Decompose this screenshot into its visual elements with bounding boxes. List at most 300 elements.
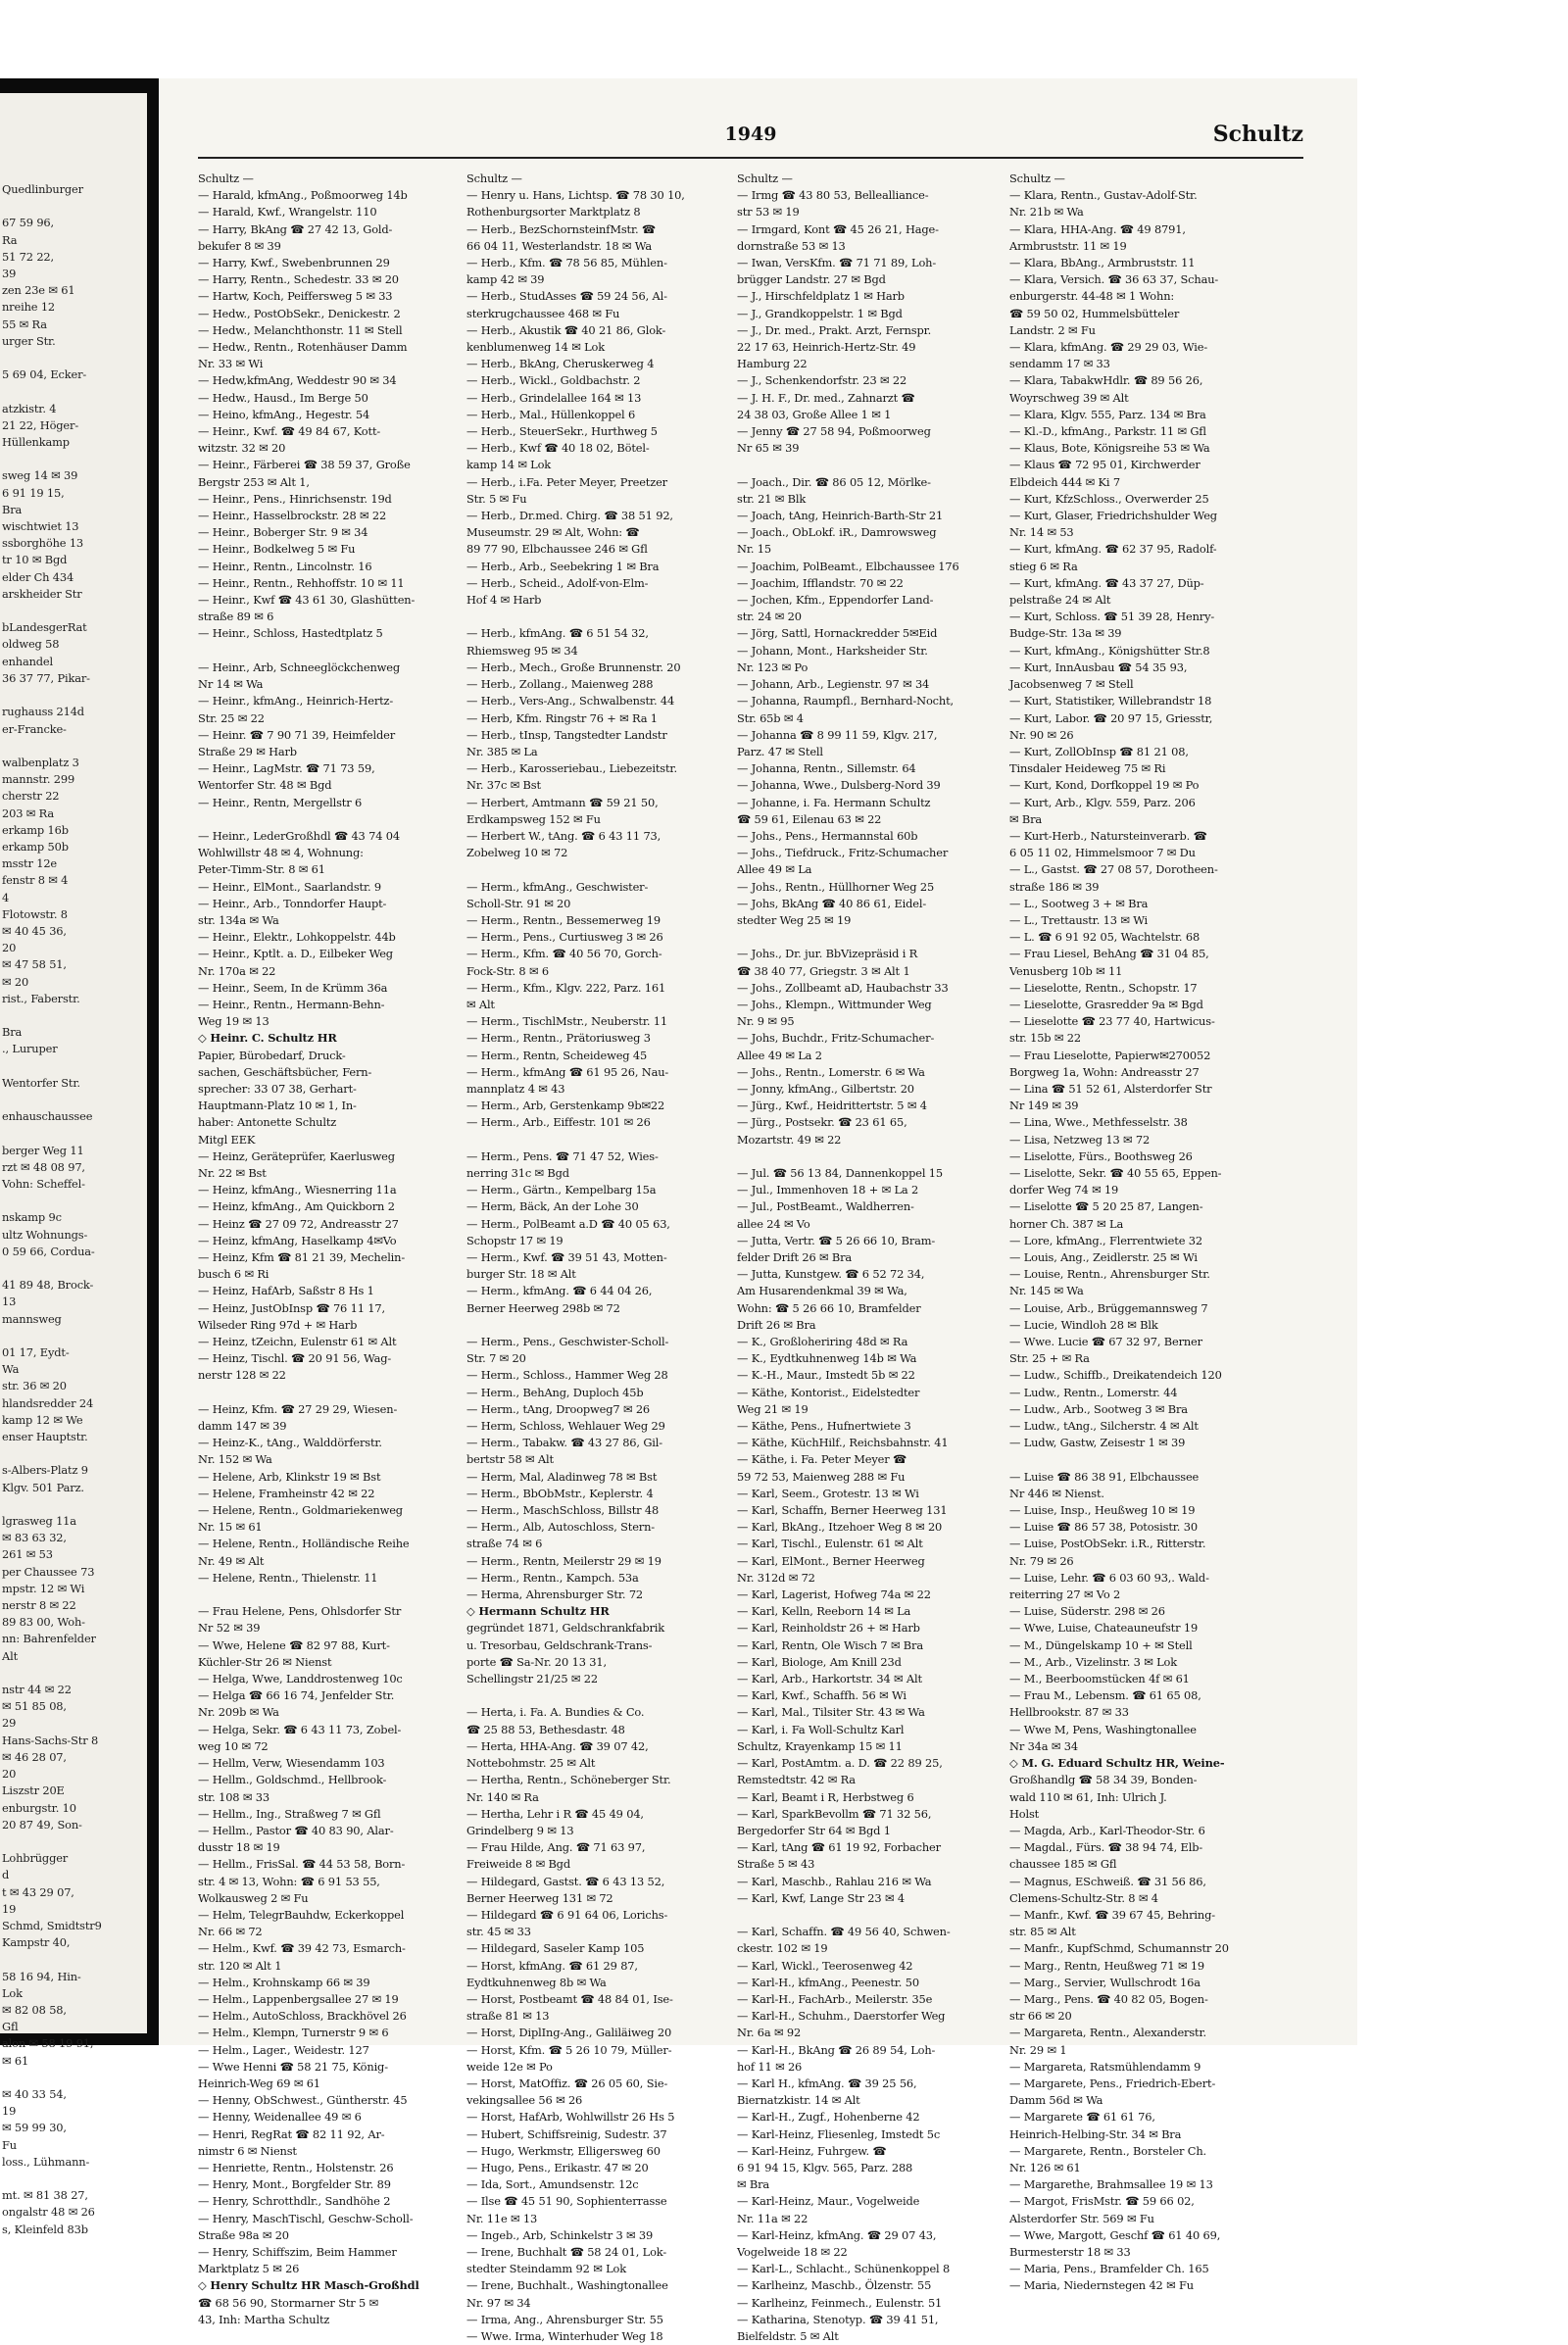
left-page-line: Fu [2,2137,17,2152]
left-page-line: rzt ✉ 48 08 97, [2,1159,85,1174]
directory-entry-line: — Kurt, Glaser, Friedrichshulder Weg [1009,509,1217,523]
left-page-line: Hans-Sachs-Str 8 [2,1733,99,1747]
directory-entry-line: Biernatzkistr. 14 ✉ Alt [737,2093,860,2108]
directory-entry-line: — Lina ☎ 51 52 61, Alsterdorfer Str [1009,1081,1212,1096]
directory-entry-line: Nr 446 ✉ Nienst. [1009,1486,1104,1500]
directory-entry-line: Marktplatz 5 ✉ 26 [198,2262,300,2276]
directory-entry-line: Nr. 15 [737,542,771,557]
directory-entry-line: Nr. 14 ✉ 53 [1009,525,1074,540]
directory-entry-line: — Manfr., Kwf. ☎ 39 67 45, Behring- [1009,1907,1215,1922]
directory-entry-line: — Frau Helene, Pens, Ohlsdorfer Str [198,1604,402,1619]
directory-entry-line: — Louis, Ang., Zeidlerstr. 25 ✉ Wi [1009,1250,1198,1264]
directory-entry-line: — Karl, SparkBevollm ☎ 71 32 56, [737,1806,932,1821]
directory-entry-line: Rothenburgsorter Marktplatz 8 [466,205,641,220]
directory-entry-line: Nr. 90 ✉ 26 [1009,727,1074,742]
directory-entry-line: — Heinr., Rentn., Rehhoffstr. 10 ✉ 11 [198,575,405,590]
directory-entry-line: Nr. 145 ✉ Wa [1009,1284,1084,1298]
directory-entry-line: — Kurt, Arb., Klgv. 559, Parz. 206 [1009,795,1196,809]
directory-entry-line: — Heinz, Tischl. ☎ 20 91 56, Wag- [198,1351,392,1366]
directory-entry-line: — Heinr., Färberei ☎ 38 59 37, Große [198,458,411,472]
directory-entry-line: — Hugo, Werkmstr, Elligersweg 60 [466,2143,661,2158]
directory-entry-line: Weg 21 ✉ 19 [737,1401,808,1416]
directory-entry-line: Holst [1009,1806,1040,1821]
directory-entry-line: — Heinz, tZeichn, Eulenstr 61 ✉ Alt [198,1335,397,1349]
directory-entry-line: — Hertha, Rentn., Schöneberger Str. [466,1773,671,1787]
left-page-line: Vohn: Scheffel- [2,1176,85,1191]
directory-entry-line: — Irma, Ang., Ahrensburger Str. 55 [466,2312,663,2326]
left-page-line: arskheider Str [2,586,82,601]
directory-entry-line: Wolkausweg 2 ✉ Fu [198,1890,309,1905]
directory-entry-line [198,1385,458,1401]
directory-entry-line: — Harald, Kwf., Wrangelstr. 110 [198,205,377,220]
directory-entry-line: — Herbert, Amtmann ☎ 59 21 50, [466,795,659,809]
left-page-line: 19 [2,1901,17,1916]
directory-entry-line: str. 15b ✉ 22 [1009,1031,1081,1046]
left-page-line: 21 22, Höger- [2,417,79,432]
directory-entry-line: — Wwe, Margott, Geschf ☎ 61 40 69, [1009,2227,1221,2242]
directory-entry-line: Drift 26 ✉ Bra [737,1317,816,1332]
left-page-line: Gfl [2,2020,19,2034]
directory-entry-line: — M., Arb., Vizelinstr. 3 ✉ Lok [1009,1654,1177,1669]
directory-entry-line: Peter-Timm-Str. 8 ✉ 61 [198,862,325,877]
directory-entry-line: Venusberg 10b ✉ 11 [1009,963,1123,978]
directory-entry-line: — Herm., Schloss., Hammer Weg 28 [466,1368,668,1383]
directory-entry-line: Landstr. 2 ✉ Fu [1009,322,1096,337]
directory-entry-line: Nr 149 ✉ 39 [1009,1099,1079,1113]
directory-entry-line: Nr. 21b ✉ Wa [1009,205,1084,220]
directory-entry-line: stedter Weg 25 ✉ 19 [737,912,852,927]
directory-entry-line: sprecher: 33 07 38, Gerhart- [198,1081,357,1096]
directory-entry-line: Eydtkuhnenweg 8b ✉ Wa [466,1975,607,1989]
directory-entry-line: — Helm., Krohnskamp 66 ✉ 39 [198,1975,370,1989]
directory-entry-line: — Horst, DiplIng-Ang., Galiläiweg 20 [466,2026,672,2040]
directory-entry-line: — J., Dr. med., Prakt. Arzt, Fernspr. [737,322,932,337]
directory-entry-line: — Karl, Wickl., Teerosenweg 42 [737,1958,913,1973]
directory-entry-line: — Karl, BkAng., Itzehoer Weg 8 ✉ 20 [737,1520,943,1535]
directory-entry-line: — Liselotte, Sekr. ☎ 40 55 65, Eppen- [1009,1165,1222,1180]
left-page-line: loss., Lühmann- [2,2154,90,2169]
directory-entry-line [198,1587,458,1603]
directory-entry-line: Schopstr 17 ✉ 19 [466,1233,564,1247]
directory-entry-line: Vogelweide 18 ✉ 22 [737,2244,848,2259]
directory-entry-line: — Klara, TabakwHdlr. ☎ 89 56 26, [1009,373,1203,388]
directory-entry-line: nimstr 6 ✉ Nienst [198,2143,297,2158]
left-page-line: ✉ 20 [2,974,29,989]
directory-entry-line: — Karl, Biologe, Am Knill 23d [737,1654,902,1669]
directory-entry-line: Nr. 15 ✉ 61 [198,1520,263,1535]
left-page-line: Bra [2,502,23,516]
left-page-line: Bra [2,1025,23,1040]
directory-entry-line: Scholl-Str. 91 ✉ 20 [466,896,571,910]
directory-entry-line: Nr. 29 ✉ 1 [1009,2042,1067,2057]
directory-entry-line: Nr. 97 ✉ 34 [466,2295,531,2310]
directory-entry-line [466,1132,726,1148]
directory-entry-line: bekufer 8 ✉ 39 [198,238,281,253]
directory-entry-line: Nr 14 ✉ Wa [198,677,264,692]
directory-entry-line: Alsterdorfer Str. 569 ✉ Fu [1009,2211,1154,2225]
directory-entry-line: — Klara, kfmAng. ☎ 29 29 03, Wie- [1009,340,1208,355]
directory-entry-line: — Henri, RegRat ☎ 82 11 92, Ar- [198,2126,385,2141]
directory-entry-line: Nr 52 ✉ 39 [198,1621,261,1636]
directory-entry-line: Wilseder Ring 97d + ✉ Harb [198,1317,358,1332]
directory-entry-line: — Klara, BbAng., Armbruststr. 11 [1009,256,1196,270]
directory-entry-line: — Ludw, Gastw, Zeisestr 1 ✉ 39 [1009,1436,1186,1450]
directory-entry-line: — Heinr., Kptlt. a. D., Eilbeker Weg [198,947,393,961]
directory-entry-line: ◇ Hermann Schultz HR [466,1604,610,1619]
left-page-line: nn: Bahrenfelder [2,1632,96,1646]
left-page-line: enburgstr. 10 [2,1800,76,1815]
directory-entry-line: — Heinz, kfmAng., Wiesnerring 11a [198,1183,397,1197]
directory-entry-line: — Kurt-Herb., Natursteinverarb. ☎ [1009,828,1207,843]
directory-entry-line: pelstraße 24 ✉ Alt [1009,593,1111,608]
directory-entry-line: — Herb., Arb., Seebekring 1 ✉ Bra [466,559,660,573]
left-page-line: Schmd, Smidtstr9 [2,1918,102,1932]
directory-page [159,78,1357,2343]
directory-entry-line: — Heinr., Seem, In de Krümm 36a [198,980,388,995]
directory-entry-line: Nr. 170a ✉ 22 [198,963,276,978]
directory-entry-line: — Maria, Pens., Bramfelder Ch. 165 [1009,2262,1209,2276]
directory-entry-line: — Johs., Dr. jur. BbVizepräsid i R [737,947,918,961]
directory-entry-line: — Henry, Schrotthdlr., Sandhöhe 2 [198,2194,391,2209]
directory-entry-line: — Irene, Buchhalt ☎ 58 24 01, Lok- [466,2244,667,2259]
left-page-line: Wentorfer Str. [2,1075,80,1090]
directory-entry-line: — Helene, Rentn., Goldmariekenweg [198,1503,403,1518]
directory-entry-line: 59 72 53, Maienweg 288 ✉ Fu [737,1469,906,1484]
directory-entry-line: Berner Heerweg 131 ✉ 72 [466,1890,613,1905]
left-page-line [2,2171,147,2187]
directory-entry-line: — Joach., ObLokf. iR., Damrowsweg [737,525,937,540]
directory-entry-line: — Jutta, Kunstgew. ☎ 6 52 72 34, [737,1267,925,1282]
directory-entry-line: — Karl, Lagerist, Hofweg 74a ✉ 22 [737,1588,931,1602]
left-page-line: ✉ 61 [2,2053,29,2068]
directory-entry-line: — Karl, Kelln, Reeborn 14 ✉ La [737,1604,911,1619]
directory-entry-line: — Heinz, Kfm. ☎ 27 29 29, Wiesen- [198,1401,398,1416]
directory-entry-line: — Lina, Wwe., Methfesselstr. 38 [1009,1115,1188,1130]
left-page-line: cherstr 22 [2,789,60,804]
directory-entry-line: — Henry, MaschTischl, Geschw-Scholl- [198,2211,414,2225]
directory-entry-line: Nr. 33 ✉ Wi [198,357,264,371]
directory-entry-line: — Heino, kfmAng., Hegestr. 54 [198,407,370,421]
left-page-line: 58 16 94, Hin- [2,1969,81,1983]
directory-entry-line: dorfer Weg 74 ✉ 19 [1009,1183,1119,1197]
directory-entry-line: Nr. 312d ✉ 72 [737,1570,815,1585]
directory-entry-line: ☎ 25 88 53, Bethesdastr. 48 [466,1722,625,1736]
directory-entry-line: Str. 5 ✉ Fu [466,491,527,506]
directory-entry-line: — Karl-H., kfmAng., Peenestr. 50 [737,1975,919,1989]
directory-entry-line: — Hildegard ☎ 6 91 64 06, Lorichs- [466,1907,668,1922]
left-page-line: enhauschaussee [2,1109,93,1124]
directory-entry-line: — Herb., i.Fa. Peter Meyer, Preetzer [466,474,667,489]
left-page-line [2,1665,147,1682]
directory-entry-line: — Wwe Henni ☎ 58 21 75, König- [198,2059,388,2074]
left-page-line: ✉ 83 63 32, [2,1531,67,1545]
left-page-line: enser Hauptstr. [2,1430,88,1444]
directory-entry-line: str. 85 ✉ Alt [1009,1925,1076,1939]
left-page-line: mpstr. 12 ✉ Wi [2,1581,85,1595]
left-page-line: atzkistr. 4 [2,401,57,415]
left-page-line [2,198,147,215]
left-page-line [2,451,147,467]
left-page-line: urger Str. [2,333,56,348]
directory-entry-line: — L., Gastst. ☎ 27 08 57, Dorotheen- [1009,862,1218,877]
directory-entry-line: — Harry, Rentn., Schedestr. 33 ✉ 20 [198,272,399,287]
directory-entry-line: — Ilse ☎ 45 51 90, Sophienterrasse [466,2194,667,2209]
directory-entry-line: Nr. 126 ✉ 61 [1009,2160,1081,2174]
directory-entry-line: Bielfeldstr. 5 ✉ Alt [737,2329,839,2343]
directory-entry-line [737,1907,997,1924]
directory-entry-line: straße 89 ✉ 6 [198,610,274,624]
directory-entry-line: — Johs, Buchdr., Fritz-Schumacher- [737,1031,935,1046]
directory-entry-line: — Heinr., Kwf ☎ 43 61 30, Glashütten- [198,593,416,608]
left-page-line: str. 36 ✉ 20 [2,1379,67,1393]
directory-entry-line: haber: Antonette Schultz [198,1115,337,1130]
directory-entry-line: Nr. 209b ✉ Wa [198,1705,279,1720]
directory-entry-line: Hof 4 ✉ Harb [466,593,542,608]
directory-entry-line: Wohn: ☎ 5 26 66 10, Bramfelder [737,1300,921,1315]
directory-entry-line: — Käthe, Pens., Hufnertwiete 3 [737,1419,911,1434]
directory-entry-line: horner Ch. 387 ✉ La [1009,1216,1124,1231]
directory-entry-line: kamp 14 ✉ Lok [466,458,552,472]
directory-entry-line: — Ludw., Rentn., Lomerstr. 44 [1009,1385,1178,1399]
directory-entry-line: — Karl, Tischl., Eulenstr. 61 ✉ Alt [737,1537,923,1551]
directory-entry-line: Nr. 11a ✉ 22 [737,2211,808,2225]
left-page-line: wischtwiet 13 [2,519,79,534]
directory-entry-line [737,1148,997,1165]
directory-entry-line: — Johs., Klempn., Wittmunder Weg [737,997,932,1011]
directory-entry-line: Nr. 140 ✉ Ra [466,1789,539,1804]
left-page-line: Kampstr 40, [2,1935,71,1950]
left-page-line: erkamp 50b [2,839,69,854]
directory-entry-line: — L., Sootweg 3 + ✉ Bra [1009,896,1149,910]
directory-entry-line: — Hedw., Rentn., Rotenhäuser Damm [198,340,408,355]
directory-entry-line: str 53 ✉ 19 [737,205,800,220]
directory-entry-line: — Heinr. ☎ 7 90 71 39, Heimfelder [198,727,395,742]
directory-entry-line: — Heinr., Hasselbrockstr. 28 ✉ 22 [198,509,387,523]
left-page-line: elder Ch 434 [2,569,74,584]
directory-entry-line: — Jonny, kfmAng., Gilbertstr. 20 [737,1081,914,1096]
directory-entry-line: — Margarete ☎ 61 61 76, [1009,2110,1155,2125]
directory-entry-line: — Heinr., Arb, Schneeglöckchenweg [198,660,400,674]
directory-entry-line: Remstedtstr. 42 ✉ Ra [737,1773,856,1787]
directory-entry-line: Berner Heerweg 298b ✉ 72 [466,1300,620,1315]
directory-entry-line: — Johs., Pens., Hermannstal 60b [737,828,918,843]
directory-entry-line: Clemens-Schultz-Str. 8 ✉ 4 [1009,1890,1158,1905]
directory-entry-line: Am Husarendenkmal 39 ✉ Wa, [737,1284,907,1298]
directory-entry-line: — Karl-H., BkAng ☎ 26 89 54, Loh- [737,2042,936,2057]
directory-entry-line: — Helga ☎ 66 16 74, Jenfelder Str. [198,1688,395,1703]
directory-entry-line: — Kurt, Schloss. ☎ 51 39 28, Henry- [1009,610,1215,624]
directory-entry-line: — Marg., Pens. ☎ 40 82 05, Bogen- [1009,1991,1208,2006]
directory-entry-line: — Herm., kfmAng. ☎ 6 44 04 26, [466,1284,653,1298]
directory-entry-line: — Herm., BehAng, Duploch 45b [466,1385,644,1399]
directory-entry-line: — Manfr., KupfSchmd, Schumannstr 20 [1009,1941,1229,1956]
left-page-line: ✉ 51 85 08, [2,1699,67,1714]
directory-entry-line: — Käthe, i. Fa. Peter Meyer ☎ [737,1452,907,1467]
left-page-line [2,1833,147,1850]
directory-entry-line: — Herbert W., tAng. ☎ 6 43 11 73, [466,828,662,843]
directory-entry-line: — Lieselotte, Grasredder 9a ✉ Bgd [1009,997,1203,1011]
directory-entry-line: Damm 56d ✉ Wa [1009,2093,1103,2108]
directory-entry-line: str. 120 ✉ Alt 1 [198,1958,282,1973]
directory-entry-line: — Kurt, InnAusbau ☎ 54 35 93, [1009,660,1188,674]
directory-entry-line: — Hubert, Schiffsreinig, Sudestr. 37 [466,2126,667,2141]
directory-entry-line: — Karl, Mal., Tilsiter Str. 43 ✉ Wa [737,1705,925,1720]
directory-entry-line: — Irene, Buchhalt., Washingtonallee [466,2278,668,2293]
left-page-line: 51 72 22, [2,249,54,264]
left-page-line: ssborghöhe 13 [2,536,84,551]
directory-entry-line: — Herm., MaschSchloss, Billstr 48 [466,1503,660,1518]
directory-entry-line: — Hedw., Hausd., Im Berge 50 [198,390,368,405]
directory-entry-line: — Heinz, HafArb, Saßstr 8 Hs 1 [198,1284,374,1298]
directory-entry-line: — Kurt, kfmAng., Königshütter Str.8 [1009,643,1210,658]
directory-entry-line: Großhandlg ☎ 58 34 39, Bonden- [1009,1773,1198,1787]
directory-entry-line: ☎ 59 50 02, Hummelsbütteler [1009,306,1180,320]
directory-entry-line: — Heinr., Rentn., Hermann-Behn- [198,997,385,1011]
left-page-line: Ra [2,232,18,247]
directory-entry-line: — Jul. ☎ 56 13 84, Dannenkoppel 15 [737,1165,943,1180]
left-page-line: 5 69 04, Ecker- [2,367,87,382]
directory-entry-line: Budge-Str. 13a ✉ 39 [1009,626,1122,641]
directory-entry-line: — Herm., Kfm. ☎ 40 56 70, Gorch- [466,947,662,961]
directory-entry-line: dornstraße 53 ✉ 13 [737,238,846,253]
directory-entry-line: — Iwan, VersKfm. ☎ 71 71 89, Loh- [737,256,937,270]
directory-entry-line: — Hildegard, Gastst. ☎ 6 43 13 52, [466,1874,665,1888]
directory-entry-line: ◇ Henry Schultz HR Masch-Großhdl [198,2278,419,2293]
directory-entry-line: — Heinr., Pens., Hinrichsenstr. 19d [198,491,392,506]
directory-entry-line: — Margareta, Rentn., Alexanderstr. [1009,2026,1206,2040]
directory-entry-line: — Jörg, Sattl, Hornackredder 5✉Eid [737,626,938,641]
left-page-line: fenstr 8 ✉ 4 [2,873,69,888]
directory-entry-line: — Herm, Mal, Aladinweg 78 ✉ Bst [466,1469,658,1484]
directory-entry-line: — J. H. F., Dr. med., Zahnarzt ☎ [737,390,915,405]
directory-entry-line: — Karl H., kfmAng. ☎ 39 25 56, [737,2076,917,2090]
directory-entry-line: — Karl, Seem., Grotestr. 13 ✉ Wi [737,1486,919,1500]
directory-entry-line: — Herb., kfmAng. ☎ 6 51 54 32, [466,626,649,641]
directory-entry-line: ◇ Heinr. C. Schultz HR [198,1031,337,1046]
left-page-line: s-Albers-Platz 9 [2,1463,88,1478]
directory-entry-line: bertstr 58 ✉ Alt [466,1452,554,1467]
directory-entry-line: reiterring 27 ✉ Vo 2 [1009,1588,1121,1602]
directory-entry-line: — Heinr., LagMstr. ☎ 71 73 59, [198,761,375,776]
left-page-line: ultz Wohnungs- [2,1227,88,1242]
left-page-line: ✉ 47 58 51, [2,957,67,972]
left-page-line: mt. ✉ 81 38 27, [2,2188,88,2203]
left-page-line [2,1092,147,1108]
directory-entry-line: — Karl, Reinholdstr 26 + ✉ Harb [737,1621,920,1636]
directory-entry-line: str. 21 ✉ Blk [737,491,807,506]
directory-entry-line: ckestr. 102 ✉ 19 [737,1941,828,1956]
left-page-line: ., Luruper [2,1042,58,1056]
directory-entry-line: Schultz — [466,171,522,185]
directory-entry-line: — Helene, Framheinstr 42 ✉ 22 [198,1486,375,1500]
directory-entry-line: damm 147 ✉ 39 [198,1419,287,1434]
directory-entry-line: — Helga, Sekr. ☎ 6 43 11 73, Zobel- [198,1722,402,1736]
directory-entry-line: — Herb., Grindelallee 164 ✉ 13 [466,390,642,405]
directory-entry-line: hof 11 ✉ 26 [737,2059,803,2074]
directory-entry-line: Nr. 37c ✉ Bst [466,778,541,793]
directory-entry-line: — Heinr., Kwf. ☎ 49 84 67, Kott- [198,424,381,439]
directory-entry-line: Weg 19 ✉ 13 [198,1014,270,1029]
directory-entry-line: — Herm., Rentn., Bessemerweg 19 [466,912,662,927]
directory-entry-line: — Katharina, Stenotyp. ☎ 39 41 51, [737,2312,939,2326]
directory-entry-line: str. 134a ✉ Wa [198,912,279,927]
directory-entry-line: Elbdeich 444 ✉ Ki 7 [1009,474,1120,489]
directory-entry-line: — Hartw, Koch, Peiffersweg 5 ✉ 33 [198,289,393,304]
directory-entry-line: — Heinr., Arb., Tonndorfer Haupt- [198,896,387,910]
directory-entry-line: — Herb., Zollang., Maienweg 288 [466,677,654,692]
directory-entry-line: Schultz, Krayenkamp 15 ✉ 11 [737,1738,903,1753]
directory-entry-line: 24 38 03, Große Allee 1 ✉ 1 [737,407,892,421]
directory-entry-line: — Luise, Insp., Heußweg 10 ✉ 19 [1009,1503,1196,1518]
directory-entry-line: Rhiemsweg 95 ✉ 34 [466,643,578,658]
directory-entry-line: — Klaus ☎ 72 95 01, Kirchwerder [1009,458,1200,472]
left-page-line: ✉ 59 99 30, [2,2121,67,2135]
directory-column-2 [466,171,726,2345]
directory-entry-line: Burmesterstr 18 ✉ 33 [1009,2244,1131,2259]
directory-entry-line: — Kl.-D., kfmAng., Parkstr. 11 ✉ Gfl [1009,424,1206,439]
directory-entry-line: — Herm., Pens., Geschwister-Scholl- [466,1335,669,1349]
directory-entry-line: sterkrugchaussee 468 ✉ Fu [466,306,620,320]
directory-entry-line: — Hellm., Ing., Straßweg 7 ✉ Gfl [198,1806,381,1821]
directory-entry-line: Grindelberg 9 ✉ 13 [466,1823,574,1837]
left-page-line: Hüllenkamp [2,435,70,450]
directory-entry-line: — Johs., Rentn., Lomerstr. 6 ✉ Wa [737,1064,925,1079]
left-page-line: Quedlinburger [2,182,83,196]
directory-entry-line: — Johanna ☎ 8 99 11 59, Klgv. 217, [737,727,938,742]
directory-entry-line: — Jürg., Kwf., Heidrittertstr. 5 ✉ 4 [737,1099,927,1113]
directory-entry-line: — Herb., BkAng, Cheruskerweg 4 [466,357,655,371]
directory-entry-line: str. 45 ✉ 33 [466,1925,531,1939]
directory-entry-line: — Lucie, Windloh 28 ✉ Blk [1009,1317,1158,1332]
left-page-line: 20 [2,1767,17,1782]
directory-entry-line: — Herm, Bäck, An der Lohe 30 [466,1199,639,1214]
directory-entry-line: — Karl-Heinz, kfmAng. ☎ 29 07 43, [737,2227,937,2242]
directory-entry-line: — Heinr., Bodkelweg 5 ✉ Fu [198,542,356,557]
left-page-line: 39 [2,267,17,281]
directory-entry-line: Straße 98a ✉ 20 [198,2227,289,2242]
left-page-line: zen 23e ✉ 61 [2,283,75,298]
directory-entry-line: — Hildegard, Saseler Kamp 105 [466,1941,645,1956]
directory-entry-line: — Herm., Pens. ☎ 71 47 52, Wies- [466,1148,659,1163]
left-page-line: alon ✉ 58 19 91, [2,2036,94,2051]
left-page-line [2,1951,147,1968]
directory-entry-line: — Ludw., tAng., Silcherstr. 4 ✉ Alt [1009,1419,1199,1434]
directory-entry-line: Wentorfer Str. 48 ✉ Bgd [198,778,332,793]
directory-entry-line: Bergstr 253 ✉ Alt 1, [198,474,310,489]
directory-entry-line: — Magdal., Fürs. ☎ 38 94 74, Elb- [1009,1840,1203,1855]
directory-entry-line: Nr. 49 ✉ Alt [198,1553,265,1568]
left-page-line: rughauss 214d [2,705,84,719]
directory-entry-line: — Herm., kfmAng., Geschwister- [466,879,649,894]
directory-entry-line: weide 12e ✉ Po [466,2059,553,2074]
directory-entry-line: — Karl, Maschb., Rahlau 216 ✉ Wa [737,1874,932,1888]
directory-entry-line: — Henriette, Rentn., Holstenstr. 26 [198,2160,394,2174]
directory-entry-line: — Horst, HafArb, Wohlwillstr 26 Hs 5 [466,2110,675,2125]
directory-entry-line: enburgerstr. 44-48 ✉ 1 Wohn: [1009,289,1175,304]
directory-entry-line: — Henry, Schiffszim, Beim Hammer [198,2244,397,2259]
directory-entry-line: ☎ 68 56 90, Stormarner Str 5 ✉ [198,2295,378,2310]
directory-entry-line: 89 77 90, Elbchaussee 246 ✉ Gfl [466,542,648,557]
directory-entry-line: straße 186 ✉ 39 [1009,879,1100,894]
directory-entry-line: ☎ 38 40 77, Griegstr. 3 ✉ Alt 1 [737,963,910,978]
directory-entry-line: — Kurt, KfzSchloss., Overwerder 25 [1009,491,1209,506]
directory-entry-line: Schellingstr 21/25 ✉ 22 [466,1672,598,1686]
directory-entry-line: — Herm., TischlMstr., Neuberstr. 11 [466,1014,668,1029]
directory-entry-line [466,609,726,625]
directory-entry-line: — Karl, Rentn, Ole Wisch 7 ✉ Bra [737,1637,923,1652]
directory-entry-line: Hauptmann-Platz 10 ✉ 1, In- [198,1099,357,1113]
directory-entry-line: str. 108 ✉ 33 [198,1789,270,1804]
